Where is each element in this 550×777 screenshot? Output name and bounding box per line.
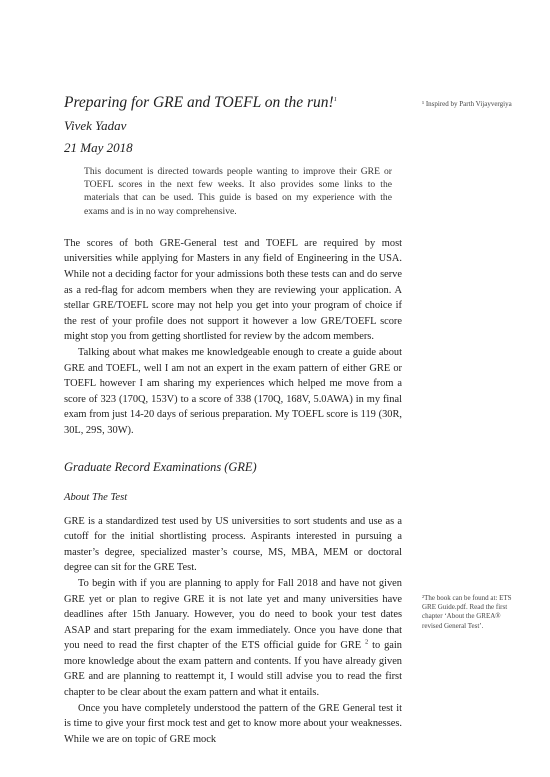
abstract: This document is directed towards people wanting to improve their GRE or TOEFL scores in the next few weeks. It also provides some links to the materials that can be used. This guide is based on my experience with the exams and is in no way comprehensive. (84, 166, 392, 217)
footnote-mark-1: 1 (333, 95, 337, 103)
footnote-mark-2: 2 (365, 638, 369, 646)
intro-paragraph-1: The scores of both GRE-General test and TOEFL are required by most universities while applying for Masters in any field of Engineering in the USA. While not a deciding factor for your admissions both these tests can and do serve as a red-flag for adcom members when they are reviewing your application. A stellar GRE/TOEFL score may not help you get into your program of choice if the rest of your profile does not support it however a low GRE/TOEFL score might stop you from getting shortlisted for review by the adcom members. (64, 237, 402, 343)
gre-paragraph-2: To begin with if you are planning to apply for Fall 2018 and have not given GRE yet or plan to regive GRE it is not late yet and many universities have deadlines after 15th January. However, you do need to book your test dates ASAP and start preparing for the exam immediately. Once you have done that you need to read the first chapter of the ETS official guide for GRE $^2$ to gain more knowledge about the exam pattern and contents. If you have already given GRE and are planning to reattempt it, I would still advise you to read the first chapter to be clear about the exam pattern and what it entails. (64, 577, 403, 699)
gre-paragraph-1: GRE is a standardized test used by US universities to sort students and use as a cutoff for the initial shortlisting process. Aspirants interested in pursuing a master’s degree, specialized master’s course, MS, MBA, MEM or doctoral degree can sit for the GRE Test. (64, 515, 402, 574)
sidenote-1: ¹ Inspired by Parth Vijayvergiya (422, 100, 512, 108)
gre-paragraph-3: Once you have completely understood the pattern of the GRE General test it is time to give your first mock test and get to know more about your weaknesses. While we are on topic of GRE mock (64, 702, 402, 745)
document-date: 21 May 2018 (64, 140, 133, 155)
main-column (64, 94, 402, 747)
intro-paragraph-2: Talking about what makes me knowledgeable enough to create a guide about GRE and TOEFL, well I am not an expert in the exam pattern of either GRE or TOEFL however I am sharing my experiences which helped me move from a score of 323 (170Q, 153V) to a score of 338 (170Q, 168V, 5.0AWA) in my final exam from just 14-20 days of serious preparation. My TOEFL score is 119 (30R, 30L, 29S, 30W). (64, 346, 402, 436)
sidenote-2: ²The book can be found at: ETS GRE Guide.pdf. Read the first chapter ‘About the GREA® revised General Test’. (422, 594, 512, 630)
subsection-heading-about-test: About The Test (64, 491, 128, 503)
section-heading-gre: Graduate Record Examinations (GRE) (64, 459, 257, 474)
author-name: Vivek Yadav (64, 118, 127, 133)
document-title: Preparing for GRE and TOEFL on the run!$^1$ (64, 94, 337, 111)
